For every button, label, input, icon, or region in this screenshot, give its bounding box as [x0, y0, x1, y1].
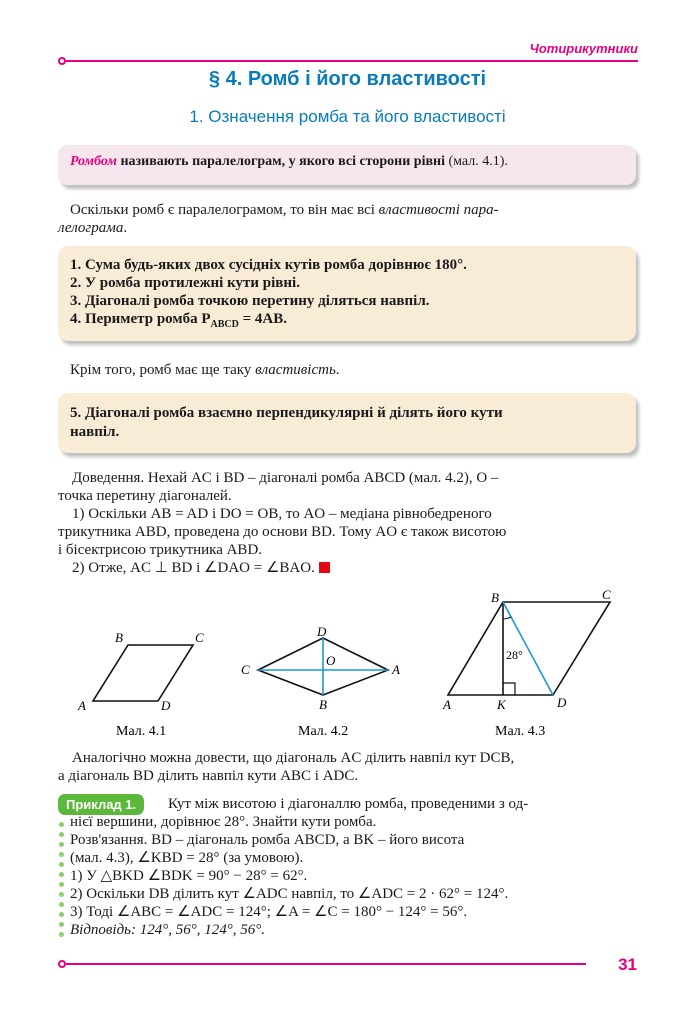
proof-line-2: точка перетину діагоналей. — [58, 488, 232, 504]
property-3: 3. Діагоналі ромба точкою перетину діляться навпіл. — [70, 293, 430, 309]
fig3-angle-label: 28° — [506, 648, 523, 662]
para3-line-1: Аналогічно можна довести, що діагональ AC ділить навпіл кут DCB, — [72, 750, 515, 766]
definition-ref: (мал. 4.1). — [444, 154, 508, 169]
example-line-3: Розв'язання. BD – діагональ ромба ABCD, а BK – його висота — [70, 832, 465, 848]
qed-square-icon — [319, 562, 330, 573]
figure-4-1 — [77, 630, 204, 713]
fig1-label-D: D — [161, 698, 171, 713]
proof-line-6 — [58, 559, 638, 577]
fig2-label-A: A — [392, 662, 400, 677]
proof-line-6-text: 2) Отже, AC ⊥ BD і ∠DAO = ∠BAO. — [72, 560, 315, 576]
fig2-label-B: B — [319, 697, 327, 712]
fig1-label-A: A — [78, 698, 86, 713]
header-rule — [66, 60, 638, 62]
fig1-label-B: B — [115, 630, 123, 645]
rhombus-4-3 — [448, 602, 610, 695]
properties-box — [58, 246, 636, 341]
para1-end: . — [123, 220, 128, 236]
para3-line-2: а діагональ BD ділить навпіл кути ABC і ADC. — [58, 768, 359, 784]
fig3-label-D: D — [557, 695, 567, 710]
fig2-label-O: O — [326, 653, 336, 668]
example-answer: Відповідь: 124°, 56°, 124°, 56°. — [70, 922, 265, 938]
property-4-end: = 4AB. — [238, 311, 287, 327]
definition-box — [58, 145, 636, 185]
para2-text: Крім того, ромб має ще таку — [70, 362, 256, 378]
page-title: § 4. Ромб і його властивості — [208, 68, 487, 90]
paragraph-2 — [70, 361, 340, 379]
footer-rule-dot — [58, 960, 66, 968]
example-line-6: 2) Оскільки DB ділить кут ∠ADC навпіл, то ∠ADC = 2 · 62° = 124°. — [70, 886, 509, 902]
proof — [58, 469, 638, 577]
caption-4-3: Мал. 4.3 — [495, 724, 546, 739]
para1-text: Оскільки ромб є паралелограмом, то він має всі — [70, 202, 379, 218]
fig2-label-D: D — [317, 624, 327, 639]
example-line-1: Кут між висотою і діагоналлю ромба, проведеними з од- — [168, 796, 529, 812]
paragraph-1 — [70, 201, 638, 219]
para1-italic: властивості пара- — [378, 202, 499, 218]
fig2-label-C: C — [241, 662, 250, 677]
header-rule-dot — [58, 57, 66, 65]
example-body — [70, 813, 638, 939]
property-4-text: 4. Периметр ромба P — [70, 311, 211, 327]
property-2: 2. У ромба протилежні кути рівні. — [70, 275, 300, 291]
figure-4-3 — [442, 588, 611, 712]
caption-4-2: Мал. 4.2 — [298, 724, 349, 739]
figure-4-2 — [241, 624, 400, 712]
rhombus-4-1 — [93, 645, 193, 701]
para2-italic: властивість — [255, 362, 336, 378]
example-line-2: нієї вершини, дорівнює 28°. Знайти кути ромба. — [70, 814, 377, 830]
angle-arc — [503, 617, 511, 619]
example-dots — [59, 822, 63, 942]
definition-term: Ромбом — [70, 154, 117, 169]
page-number: 31 — [618, 955, 637, 974]
property-4 — [70, 310, 624, 334]
property-4-sub: ABCD — [210, 319, 239, 330]
right-angle-mark — [503, 683, 515, 695]
definition-text: називають паралелограм, у якого всі сторони рівні — [116, 154, 445, 169]
example-line-4: (мал. 4.3), ∠KBD = 28° (за умовою). — [70, 850, 304, 866]
para1-italic-2: лелограма — [58, 220, 124, 236]
footer-rule — [66, 963, 586, 965]
figures-svg — [58, 588, 638, 748]
proof-line-1: Доведення. Нехай AC і BD – діагоналі ромба ABCD (мал. 4.2), O – — [72, 470, 499, 486]
example-line-7: 3) Тоді ∠ABC = ∠ADC = 124°; ∠A = ∠C = 180° − 124° = 56°. — [70, 904, 468, 920]
fig3-label-K: K — [497, 697, 506, 712]
fig3-label-C: C — [602, 588, 611, 602]
paragraph-3 — [58, 749, 638, 785]
property-5-line1: 5. Діагоналі ромба взаємно перпендикулярні й ділять його кути — [70, 405, 503, 421]
property-1: 1. Сума будь-яких двох сусідніх кутів ромба дорівнює 180°. — [70, 257, 467, 273]
proof-line-3: 1) Оскільки AB = AD і DO = OB, то AO – медіана рівнобедреного — [72, 506, 492, 522]
fig3-label-A: A — [443, 697, 451, 712]
fig1-label-C: C — [195, 630, 204, 645]
property-5-line2: навпіл. — [70, 424, 120, 440]
paragraph-1-line2 — [58, 219, 127, 237]
para2-end: . — [335, 362, 340, 378]
section-label: Чотирикутники — [529, 41, 638, 56]
proof-line-5: і бісектрисою трикутника ABD. — [58, 542, 263, 558]
fig3-label-B: B — [491, 590, 499, 605]
proof-line-4: трикутника ABD, проведена до основи BD. Тому AO є також висотою — [58, 524, 507, 540]
example-line-5: 1) У △BKD ∠BDK = 90° − 28° = 62°. — [70, 868, 308, 884]
caption-4-1: Мал. 4.1 — [116, 724, 167, 739]
example-badge: Приклад 1. — [58, 794, 144, 815]
section-subtitle: 1. Означення ромба та його властивості — [189, 107, 506, 126]
property-5-box — [58, 393, 636, 453]
